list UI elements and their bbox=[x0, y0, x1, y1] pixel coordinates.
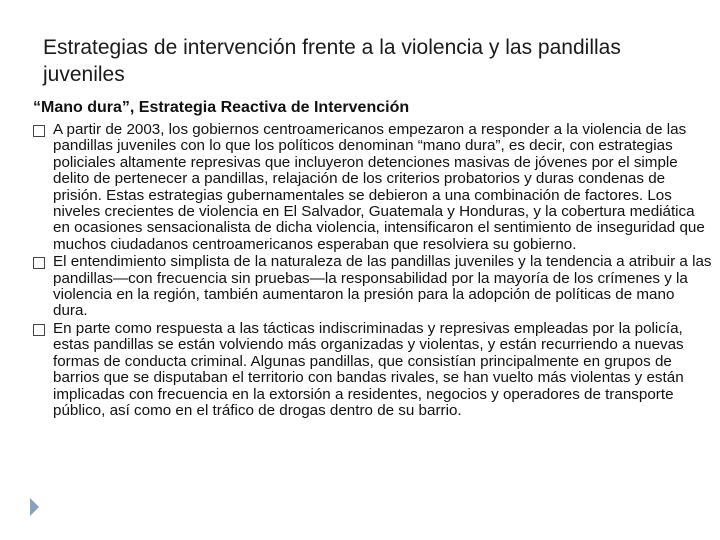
triangle-arrow-icon bbox=[30, 498, 39, 516]
slide-title: Estrategias de intervención frente a la violencia y las pandillas juveniles bbox=[43, 36, 621, 86]
checkbox-square-icon bbox=[33, 324, 45, 336]
bullet-item bbox=[33, 321, 713, 419]
bullet-text: El entendimiento simplista de la naturaleza de las pandillas juveniles y la tendencia a atribuir a las pandillas—con frecuencia sin pruebas—la responsabilidad por la mayoría de los crímenes y la violencia en la región, también aumentaron la presión para la adopción de políticas de mano dura. bbox=[53, 253, 712, 320]
bullet-item bbox=[33, 254, 713, 320]
section-subtitle: “Mano dura”, Estrategia Reactiva de Intervención bbox=[33, 99, 410, 116]
checkbox-square-icon bbox=[33, 257, 45, 269]
checkbox-square-icon bbox=[33, 125, 45, 137]
bullet-text: A partir de 2003, los gobiernos centroamericanos empezaron a responder a la violencia de las pandillas juveniles con lo que los políticos denominan “mano dura”, es decir, con estrategias policiales altamente represivas que incluyeron detenciones masivas de jóvenes por el simple delito de pertenecer a pandillas, relajación de los criterios probatorios y duras condenas de prisión. Estas estrategias gubernamentales se debieron a una combinación de factores. Los niveles crecientes de violencia en El Salvador, Guatemala y Honduras, y la cobertura mediática en ocasiones sensacionalista de dicha violencia, intensificaron el sentimiento de inseguridad que muchos ciudadanos centroamericanos esperaban que resolviera su gobierno. bbox=[53, 121, 705, 253]
bullet-list bbox=[33, 122, 713, 420]
bullet-item bbox=[33, 122, 713, 253]
bullet-text: En parte como respuesta a las tácticas indiscriminadas y represivas empleadas por la policía, estas pandillas se están volviendo más organizadas y violentas, y están recurriendo a nuevas formas de conducta criminal. Algunas pandillas, que consistían principalmente en grupos de barrios que se disputaban el territorio con bandas rivales, se han vuelto más violentas y están implicadas con frecuencia en la extorsión a residentes, negocios y operadores de transporte público, así como en el tráfico de drogas dentro de su barrio. bbox=[53, 319, 684, 419]
